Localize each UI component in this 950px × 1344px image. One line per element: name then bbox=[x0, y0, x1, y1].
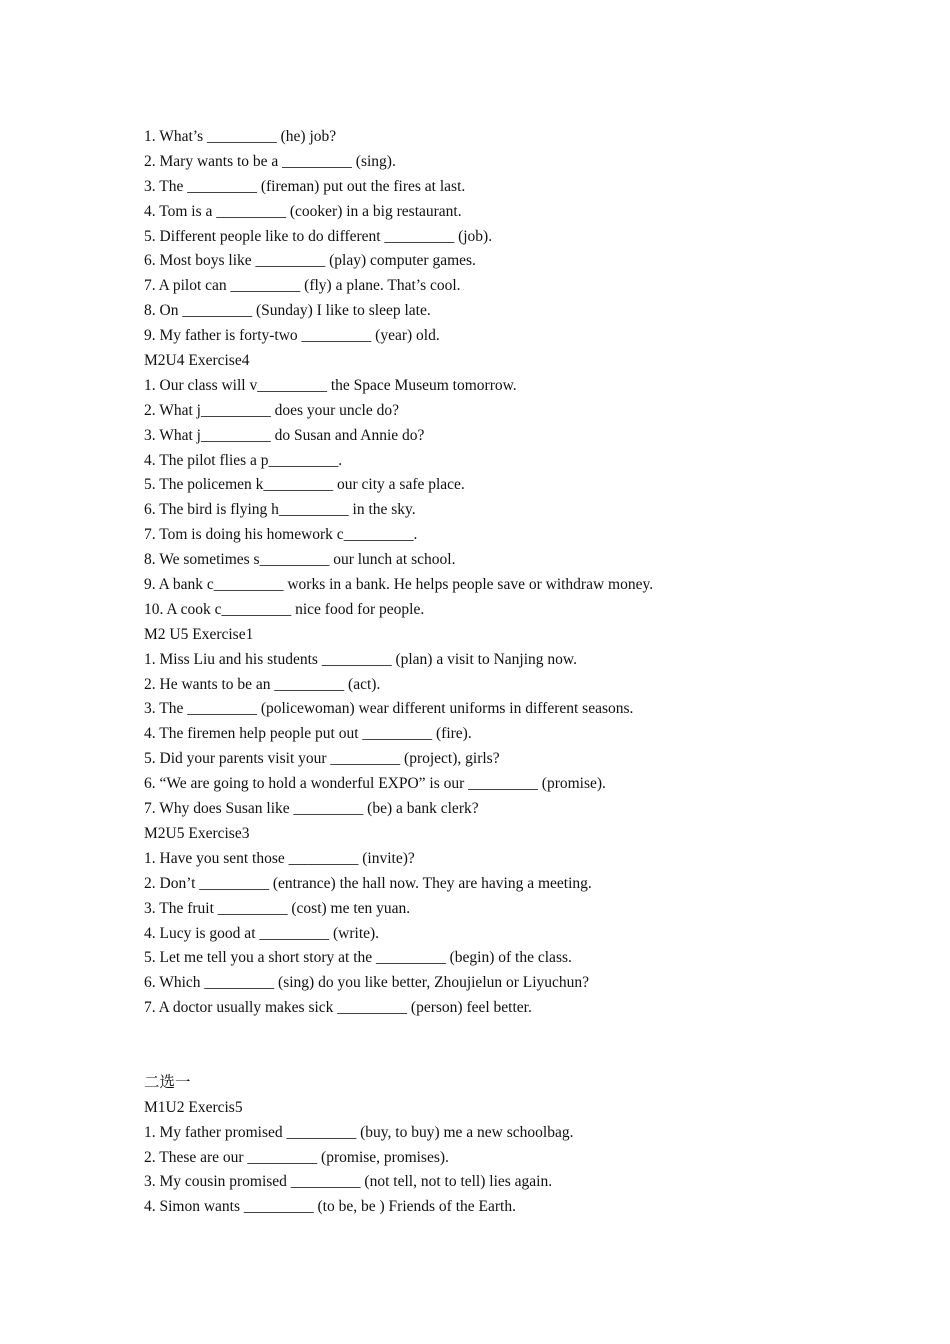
section-title: 二选一 bbox=[144, 1073, 191, 1091]
exercise-line: 3. The _________ (fireman) put out the fires at last. bbox=[144, 177, 466, 195]
section-heading: M2U5 Exercise3 bbox=[144, 824, 250, 842]
section-m2u4-exercise4 bbox=[144, 349, 844, 623]
exercise-line: 1. Have you sent those _________ (invite)? bbox=[144, 849, 415, 867]
exercise-line: 2. What j_________ does your uncle do? bbox=[144, 401, 399, 419]
exercise-line: 2. Mary wants to be a _________ (sing). bbox=[144, 152, 396, 170]
exercise-line: 2. These are our _________ (promise, promises). bbox=[144, 1148, 449, 1166]
section-heading: M1U2 Exercis5 bbox=[144, 1098, 243, 1116]
exercise-line: 2. Don’t _________ (entrance) the hall now. They are having a meeting. bbox=[144, 874, 592, 892]
exercise-line: 10. A cook c_________ nice food for people. bbox=[144, 600, 425, 618]
exercise-line: 5. Did your parents visit your _________ (project), girls? bbox=[144, 750, 500, 768]
exercise-line: 7. Tom is doing his homework c_________. bbox=[144, 526, 418, 544]
section-choose-one bbox=[144, 1071, 844, 1220]
exercise-line: 5. Let me tell you a short story at the _________ (begin) of the class. bbox=[144, 949, 572, 967]
exercise-line: 4. Lucy is good at _________ (write). bbox=[144, 924, 380, 942]
blank-spacer bbox=[144, 1021, 844, 1071]
exercise-line: 3. The fruit _________ (cost) me ten yuan. bbox=[144, 899, 411, 917]
exercise-line: 4. Simon wants _________ (to be, be ) Friends of the Earth. bbox=[144, 1198, 516, 1216]
exercise-line: 8. On _________ (Sunday) I like to sleep late. bbox=[144, 302, 431, 320]
exercise-line: 6. Which _________ (sing) do you like better, Zhoujielun or Liyuchun? bbox=[144, 974, 590, 992]
section-heading: M2U4 Exercise4 bbox=[144, 352, 250, 370]
exercise-line: 5. Different people like to do different _________ (job). bbox=[144, 227, 493, 245]
section-heading: M2 U5 Exercise1 bbox=[144, 625, 254, 643]
exercise-line: 7. A doctor usually makes sick _________ (person) feel better. bbox=[144, 999, 532, 1017]
exercise-line: 6. “We are going to hold a wonderful EXPO” is our _________ (promise). bbox=[144, 775, 606, 793]
exercise-line: 6. The bird is flying h_________ in the sky. bbox=[144, 501, 416, 519]
exercise-line: 1. Miss Liu and his students _________ (plan) a visit to Nanjing now. bbox=[144, 650, 577, 668]
exercise-line: 1. What’s _________ (he) job? bbox=[144, 128, 337, 145]
exercise-line: 2. He wants to be an _________ (act). bbox=[144, 675, 381, 693]
exercise-line: 7. Why does Susan like _________ (be) a bank clerk? bbox=[144, 800, 479, 818]
exercise-line: 9. A bank c_________ works in a bank. He helps people save or withdraw money. bbox=[144, 576, 654, 594]
exercise-line: 4. The firemen help people put out _________ (fire). bbox=[144, 725, 472, 743]
exercise-line: 3. The _________ (policewoman) wear different uniforms in different seasons. bbox=[144, 700, 634, 718]
section-word-forms bbox=[144, 125, 844, 349]
exercise-line: 3. My cousin promised _________ (not tell, not to tell) lies again. bbox=[144, 1173, 553, 1191]
exercise-line: 8. We sometimes s_________ our lunch at school. bbox=[144, 551, 456, 569]
exercise-line: 3. What j_________ do Susan and Annie do? bbox=[144, 426, 425, 444]
exercise-line: 4. The pilot flies a p_________. bbox=[144, 451, 343, 469]
exercise-line: 1. Our class will v_________ the Space Museum tomorrow. bbox=[144, 376, 517, 394]
exercise-line: 5. The policemen k_________ our city a safe place. bbox=[144, 476, 465, 494]
exercise-line: 9. My father is forty-two _________ (year) old. bbox=[144, 327, 440, 345]
worksheet-page bbox=[144, 125, 844, 1220]
exercise-line: 7. A pilot can _________ (fly) a plane. That’s cool. bbox=[144, 277, 461, 295]
exercise-line: 1. My father promised _________ (buy, to buy) me a new schoolbag. bbox=[144, 1123, 574, 1141]
section-m2u5-exercise1 bbox=[144, 623, 844, 822]
exercise-line: 4. Tom is a _________ (cooker) in a big restaurant. bbox=[144, 202, 462, 220]
section-m2u5-exercise3 bbox=[144, 822, 844, 1021]
exercise-line: 6. Most boys like _________ (play) computer games. bbox=[144, 252, 476, 270]
